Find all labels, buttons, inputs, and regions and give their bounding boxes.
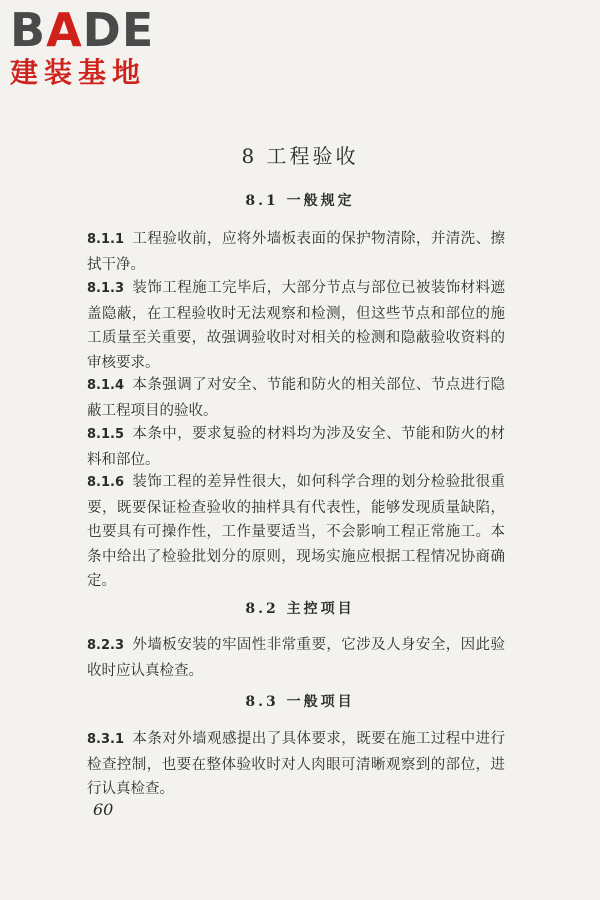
clause-text: 外墙板安装的牢固性非常重要，它涉及人身安全，因此验收时应认真检查。 bbox=[87, 637, 505, 679]
section-title-8-3: 8.3 一般项目 bbox=[245, 694, 355, 710]
clause-number: 8.1.4 bbox=[87, 378, 125, 393]
section-title-8-1: 8.1 一般规定 bbox=[245, 193, 355, 209]
clause-8-1-6 bbox=[87, 470, 505, 594]
section-title-8-2: 8.2 主控项目 bbox=[245, 601, 355, 617]
clause-8-2-3 bbox=[87, 633, 505, 683]
clause-8-1-5 bbox=[87, 422, 505, 472]
clause-number: 8.1.3 bbox=[87, 281, 125, 296]
chapter-title: 8 工程验收 bbox=[241, 144, 359, 168]
clause-number: 8.3.1 bbox=[87, 732, 125, 747]
clause-text: 工程验收前，应将外墙板表面的保护物清除，并清洗、擦拭干净。 bbox=[87, 231, 505, 273]
clause-number: 8.1.1 bbox=[87, 232, 125, 247]
clause-text: 本条中，要求复验的材料均为涉及安全、节能和防火的材料和部位。 bbox=[87, 426, 505, 468]
clause-8-1-4 bbox=[87, 373, 505, 423]
page-number: 60 bbox=[93, 800, 114, 819]
clause-number: 8.2.3 bbox=[87, 638, 125, 653]
brand-logo bbox=[10, 3, 185, 90]
clause-text: 装饰工程施工完毕后，大部分节点与部位已被装饰材料遮盖隐蔽，在工程验收时无法观察和检测，但这些节点和部位的施工质量至关重要，故强调验收时对相关的检测和隐蔽验收资料的审核要求。 bbox=[87, 280, 505, 371]
clause-8-3-1 bbox=[87, 727, 505, 802]
clause-text: 本条强调了对安全、节能和防火的相关部位、节点进行隐蔽工程项目的验收。 bbox=[87, 377, 505, 419]
clause-8-1-3 bbox=[87, 276, 505, 375]
clause-number: 8.1.6 bbox=[87, 475, 125, 490]
logo-wordmark: BADE bbox=[10, 3, 155, 57]
clause-number: 8.1.5 bbox=[87, 427, 125, 442]
clause-8-1-1 bbox=[87, 227, 505, 277]
logo-subtitle: 建装基地 bbox=[10, 56, 147, 89]
clause-text: 装饰工程的差异性很大，如何科学合理的划分检验批很重要，既要保证检查验收的抽样具有代表性，能够发现质量缺陷，也要具有可操作性，工作量要适当，不会影响工程正常施工。本条中给出了检验批划分的原则，现场实施应根据工程情况协商确定。 bbox=[87, 474, 505, 589]
clause-text: 本条对外墙观感提出了具体要求，既要在施工过程中进行检查控制，也要在整体验收时对人肉眼可清晰观察到的部位，进行认真检查。 bbox=[87, 731, 505, 797]
